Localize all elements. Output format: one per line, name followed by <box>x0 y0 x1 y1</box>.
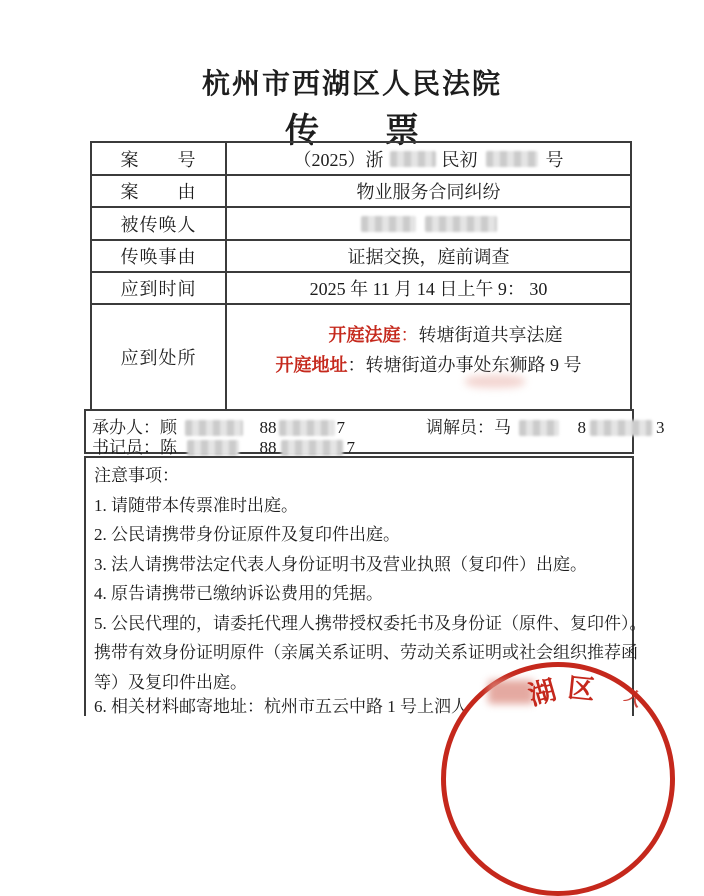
redaction-blur <box>187 440 239 456</box>
mediator-label: 调解员： <box>426 418 494 437</box>
document-title: 传 票 <box>285 113 435 150</box>
reason-label: 传唤事由 <box>92 241 227 271</box>
note-item-1: 1. 请随带本传票准时出庭。 <box>94 495 298 515</box>
table-row-summoned <box>92 206 630 239</box>
note-item-3: 3. 法人请携带法定代表人身份证明书及营业执照（复印件）出庭。 <box>94 554 587 574</box>
mediator-surname: 马 <box>494 418 511 437</box>
note-item-5-end: 等）及复印件出庭。 <box>94 672 247 692</box>
handler-phone-suffix: 7 <box>336 418 345 437</box>
mediator-line <box>426 413 665 438</box>
place-label: 应到处所 <box>92 305 227 409</box>
seal-char-edge: 人 <box>621 685 646 711</box>
hearing-court-value: 转塘街道共享法庭 <box>418 325 563 345</box>
case-number-mid: 民初 <box>441 149 478 170</box>
table-row-time <box>92 271 630 303</box>
case-number-value <box>227 143 630 174</box>
hearing-address-value: 转塘街道办事处东狮路 9 号 <box>365 355 582 375</box>
hearing-court-label: 开庭法庭 <box>328 325 401 345</box>
redaction-blur <box>590 420 652 436</box>
time-value: 2025 年 11 月 14 日上午 9： 30 <box>309 279 548 299</box>
handler-surname: 顾 <box>160 418 177 437</box>
mediator-phone-prefix: 8 <box>577 418 586 437</box>
reason-value: 证据交换，庭前调查 <box>347 247 510 267</box>
summoned-value <box>227 208 630 239</box>
hearing-address-label: 开庭地址 <box>275 355 348 375</box>
table-row-reason <box>92 239 630 271</box>
clerk-label: 书记员： <box>92 438 160 457</box>
table-row-case-number <box>92 143 630 174</box>
hearing-address-colon: ： <box>347 355 366 375</box>
note-item-2: 2. 公民请携带身份证原件及复印件出庭。 <box>94 525 400 544</box>
redaction-blur <box>425 216 497 232</box>
note-item-4: 4. 原告请携带已缴纳诉讼费用的凭据。 <box>94 584 383 603</box>
note-item-6: 6. 相关材料邮寄地址：杭州市五云中路 1 号上泗人 <box>94 697 468 716</box>
redaction-blur <box>361 216 416 232</box>
redaction-blur <box>281 440 343 456</box>
notes-title: 注意事项： <box>94 466 179 485</box>
handler-phone-prefix: 88 <box>259 418 277 437</box>
clerk-phone-prefix: 88 <box>259 438 277 457</box>
note-item-5: 5. 公民代理的，请委托代理人携带授权委托书及身份证（原件、复印件）。 <box>94 613 647 633</box>
hearing-court-colon: ： <box>400 325 419 345</box>
hearing-address-line <box>227 351 630 377</box>
redaction-blur <box>519 420 559 436</box>
table-row-place <box>92 303 630 409</box>
place-value <box>227 305 630 409</box>
redaction-blur <box>486 151 538 167</box>
court-name-title: 杭州市西湖区人民法院 <box>201 69 502 100</box>
clerk-surname: 陈 <box>160 438 177 457</box>
case-number-suffix: 号 <box>545 149 564 170</box>
case-number-prefix: （2025）浙 <box>293 149 384 170</box>
table-row-cause <box>92 174 630 206</box>
faint-ink-smudge <box>465 375 525 388</box>
summoned-label: 被传唤人 <box>92 208 227 239</box>
clerk-line <box>92 433 355 458</box>
handler-label: 承办人： <box>92 418 160 437</box>
case-number-label: 案 号 <box>92 143 227 174</box>
clerk-phone-suffix: 7 <box>346 438 355 457</box>
hearing-court-line <box>227 321 630 347</box>
note-item-5-cont: 携带有效身份证明原件（亲属关系证明、劳动关系证明或社会组织推荐函 <box>94 643 638 662</box>
mediator-phone-suffix: 3 <box>656 418 665 437</box>
redaction-blur <box>390 151 436 167</box>
cause-value: 物业服务合同纠纷 <box>356 182 501 202</box>
cause-label: 案 由 <box>92 176 227 206</box>
staff-box <box>84 409 665 457</box>
seal-char-qu: 区 <box>566 672 597 706</box>
summons-table <box>90 141 632 411</box>
time-label: 应到时间 <box>92 273 227 303</box>
seal-char-hu: 湖 <box>525 674 560 712</box>
